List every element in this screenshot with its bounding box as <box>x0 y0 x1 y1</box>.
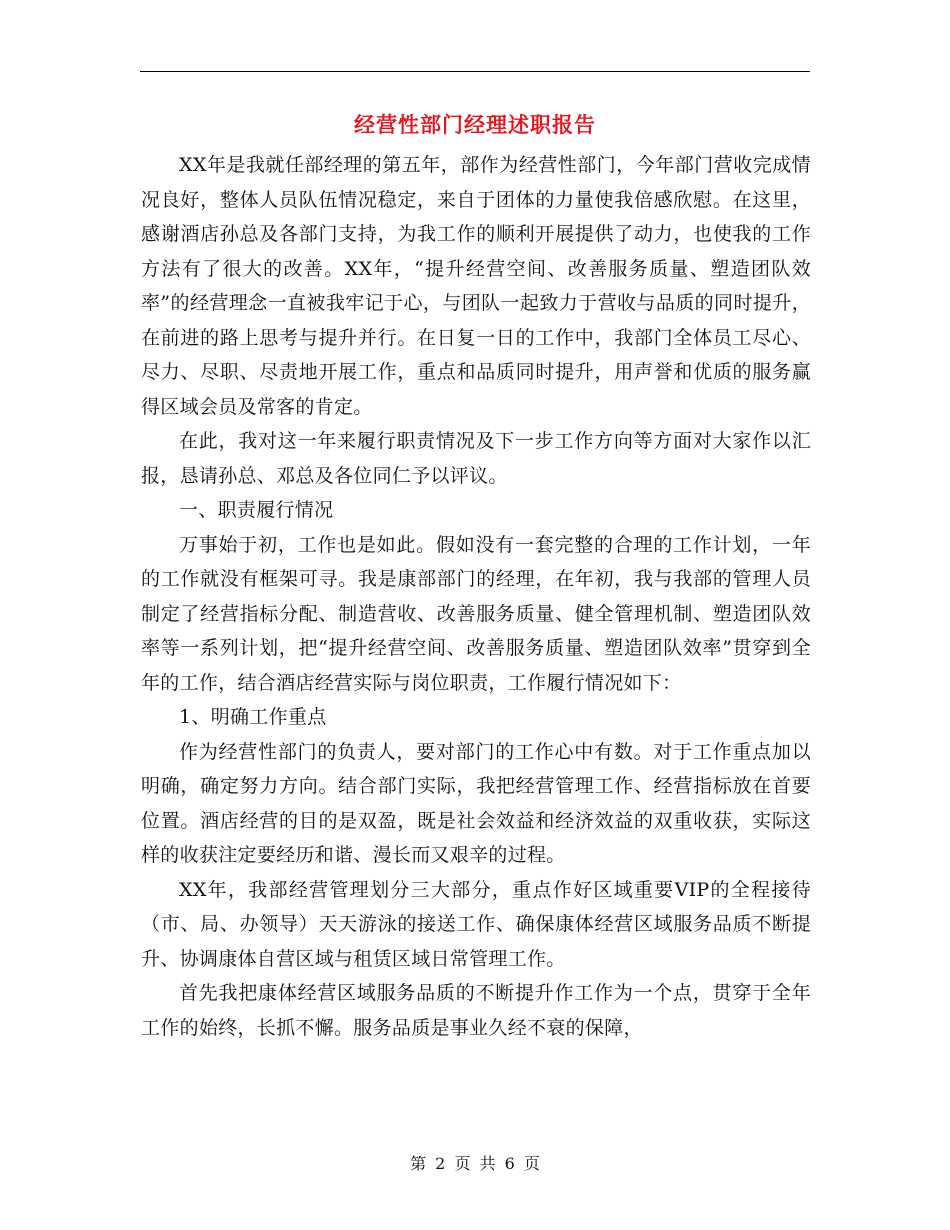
section-heading-duties: 一、职责履行情况 <box>179 499 334 521</box>
paragraph-service-quality: 首先我把康体经营区域服务品质的不断提升作工作为一个点，贯穿于全年工作的始终，长抓不懈。服务品质是事业久经不衰的保障， <box>141 982 811 1039</box>
paragraph-report-purpose: 在此，我对这一年来履行职责情况及下一步工作方向等方面对大家作以汇报，恳请孙总、邓总及各位同仁予以评议。 <box>141 430 811 487</box>
document-body <box>141 148 811 1045</box>
document-title: 经营性部门经理述职报告 <box>354 112 596 137</box>
subsection-heading-focus: 1、明确工作重点 <box>179 706 327 728</box>
paragraph-focus: 作为经营性部门的负责人，要对部门的工作心中有数。对于工作重点加以明确，确定努力方向。结合部门实际，我把经营管理工作、经营指标放在首要位置。酒店经营的目的是双盈，既是社会效益和经济效益的双重收获，实际这样的收获注定要经历和谐、漫长而又艰辛的过程。 <box>141 740 811 866</box>
header-rule <box>140 71 810 72</box>
paragraph-intro: XX年是我就任部经理的第五年，部作为经营性部门，今年部门营收完成情况良好，整体人员队伍情况稳定，来自于团体的力量使我倍感欣慰。在这里，感谢酒店孙总及各部门支持，为我工作的顺利开展提供了动力，也使我的工作方法有了很大的改善。XX年，“提升经营空间、改善服务质量、塑造团队效率”的经营理念一直被我牢记于心，与团队一起致力于营收与品质的同时提升，在前进的路上思考与提升并行。在日复一日的工作中，我部门全体员工尽心、尽力、尽职、尽责地开展工作，重点和品质同时提升，用声誉和优质的服务赢得区域会员及常客的肯定。 <box>141 154 811 418</box>
paragraph-three-parts: XX年，我部经营管理划分三大部分，重点作好区域重要VIP的全程接待（市、局、办领导）天天游泳的接送工作、确保康体经营区域服务品质不断提升、协调康体自营区域与租赁区域日常管理工作。 <box>141 878 811 970</box>
paragraph-annual-plan: 万事始于初，工作也是如此。假如没有一套完整的合理的工作计划，一年的工作就没有框架可寻。我是康部部门的经理，在年初，我与我部的管理人员制定了经营指标分配、制造营收、改善服务质量、健全管理机制、塑造团队效率等一系列计划，把“提升经营空间、改善服务质量、塑造团队效率”贯穿到全年的工作，结合酒店经营实际与岗位职责，工作履行情况如下： <box>141 533 811 694</box>
page-number-footer: 第 2 页 共 6 页 <box>410 1154 540 1173</box>
